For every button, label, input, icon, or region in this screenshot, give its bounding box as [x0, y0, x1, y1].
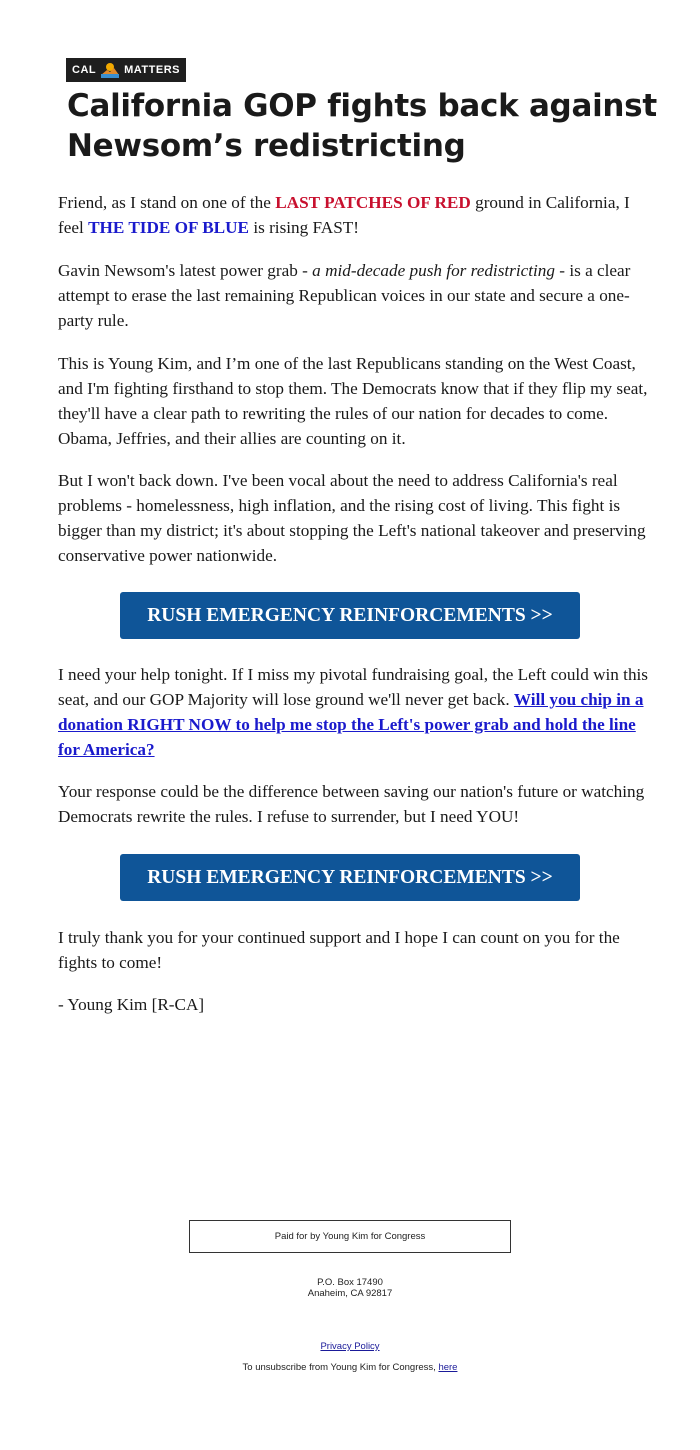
logo-right-text: MATTERS — [124, 64, 180, 76]
response-paragraph: Your response could be the difference between saving our nation's future or watching Democrats rewrite the rules. I refuse to surrender, but I need YOU! — [58, 782, 645, 826]
intro-paragraph — [58, 190, 658, 240]
logo-left-text: CAL — [72, 64, 97, 76]
donate-link[interactable]: Will you chip in a donation RIGHT NOW to help me stop the Left's power grab and hold the line for America? — [58, 690, 644, 759]
blue-emphasis: THE TIDE OF BLUE — [88, 218, 250, 237]
newsom-text-2: - is a clear attempt to erase the last remaining Republican voices in our state and secure a one-party rule. — [58, 261, 631, 330]
paid-for-disclaimer: Paid for by Young Kim for Congress — [189, 1220, 511, 1253]
mailing-address — [0, 1277, 700, 1299]
calmatters-mark-icon — [99, 61, 121, 79]
privacy-row — [0, 1341, 700, 1352]
rush-reinforcements-button-2[interactable]: RUSH EMERGENCY REINFORCEMENTS >> — [120, 854, 580, 901]
unsubscribe-text: To unsubscribe from Young Kim for Congress, — [242, 1362, 439, 1373]
newsom-paragraph — [58, 258, 658, 333]
newsom-italic: a mid-decade push for redistricting — [312, 261, 555, 280]
address-line-1: P.O. Box 17490 — [317, 1277, 383, 1288]
young-kim-paragraph: This is Young Kim, and I’m one of the last Republicans standing on the West Coast, and I'm fighting firsthand to stop them. The Democrats know that if they flip my seat, they'll have a clear path to rewriting the rules of our nation for decades to come. Obama, Jeffries, and their allies are counting on it. — [58, 354, 648, 448]
red-emphasis: LAST PATCHES OF RED — [275, 193, 471, 212]
privacy-policy-link[interactable]: Privacy Policy — [320, 1341, 380, 1352]
rush-reinforcements-button[interactable]: RUSH EMERGENCY REINFORCEMENTS >> — [120, 592, 580, 639]
address-line-2: Anaheim, CA 92817 — [307, 1288, 393, 1299]
unsubscribe-link[interactable]: here — [438, 1362, 458, 1373]
calmatters-logo — [66, 58, 186, 82]
thank-you-paragraph: I truly thank you for your continued support and I hope I can count on you for the fights to come! — [58, 928, 620, 972]
unsubscribe-row — [0, 1362, 700, 1373]
help-text: I need your help tonight. If I miss my pivotal fundraising goal, the Left could win this seat, and our GOP Majority will lose ground we'll never get back. — [58, 665, 648, 709]
signature: - Young Kim [R-CA] — [58, 995, 205, 1014]
intro-text-2: ground in California, I feel — [58, 193, 630, 237]
intro-text-1: Friend, as I stand on one of the — [58, 193, 276, 212]
wont-back-down-paragraph: But I won't back down. I've been vocal about the need to address California's real problems - homelessness, high inflation, and the rising cost of living. This fight is bigger than my district; it's about stopping the Left's national takeover and preserving conservative power nationwide. — [58, 471, 646, 565]
newsom-text-1: Gavin Newsom's latest power grab - — [58, 261, 313, 280]
page-title: California GOP fights back against Newsom’s redistricting — [67, 88, 657, 164]
help-tonight-paragraph — [58, 662, 658, 762]
intro-text-3: is rising FAST! — [249, 218, 359, 237]
